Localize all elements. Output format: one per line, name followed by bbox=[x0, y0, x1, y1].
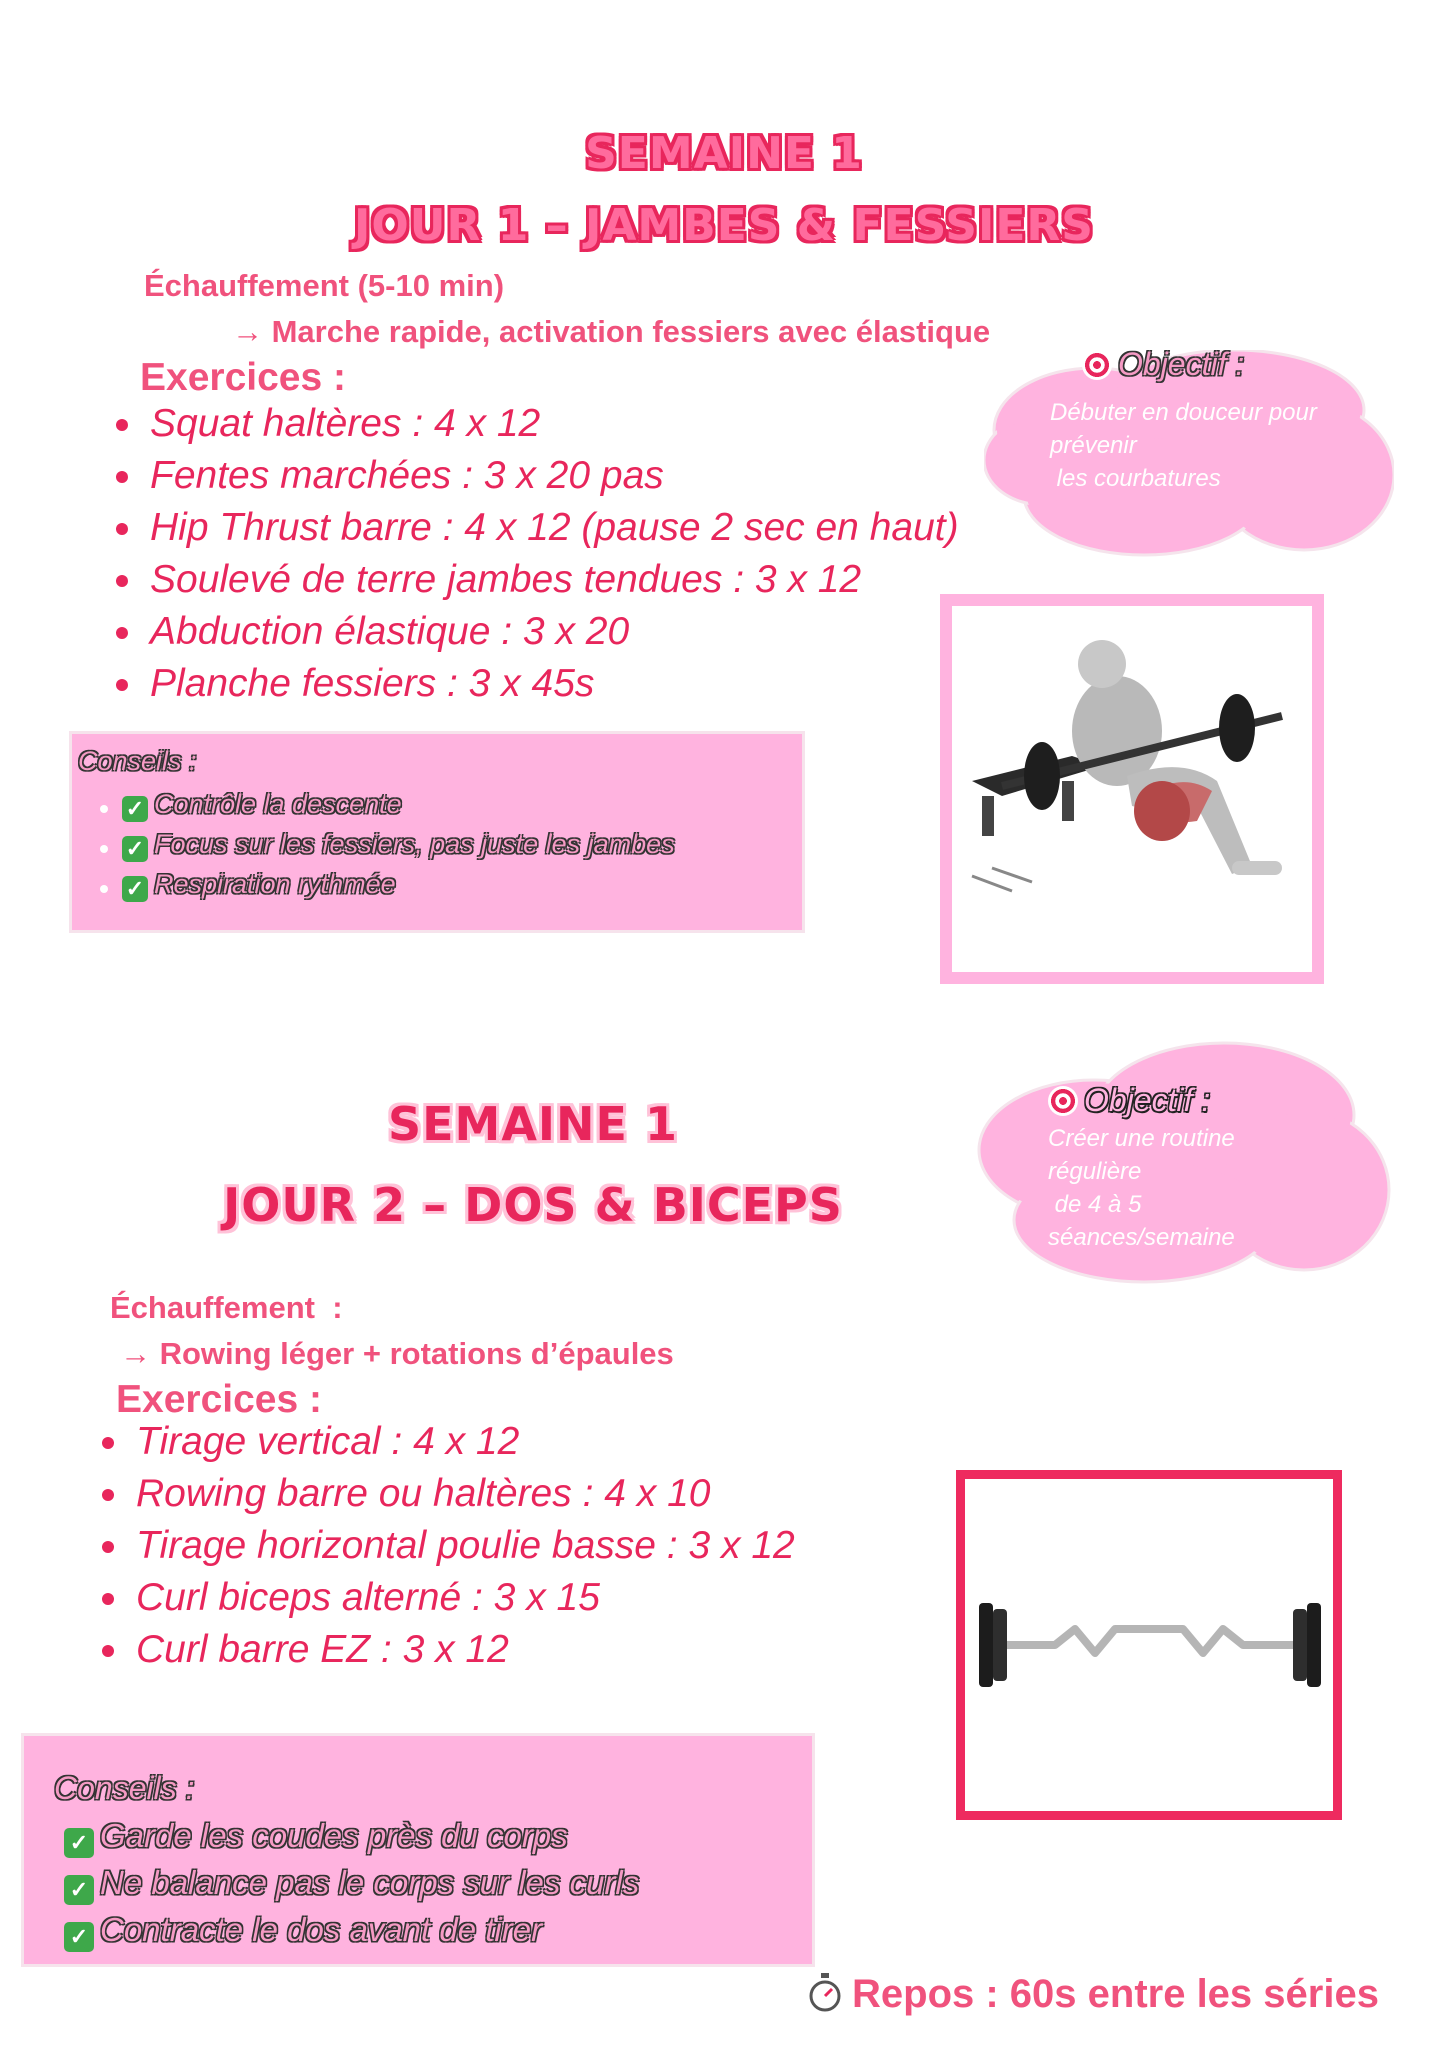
objective-cloud-day2 bbox=[974, 1040, 1394, 1290]
exercise-item: Curl barre EZ : 3 x 12 bbox=[102, 1624, 795, 1676]
exercise-item: Squat haltères : 4 x 12 bbox=[116, 398, 959, 450]
hip-thrust-illustration-icon bbox=[952, 606, 1312, 972]
tip-item: ✓ Contracte le dos avant de tirer bbox=[64, 1906, 639, 1953]
exercise-list-day2 bbox=[102, 1416, 795, 1676]
stopwatch-icon bbox=[808, 1973, 842, 2023]
exercises-label-day1: Exercices : bbox=[140, 356, 346, 399]
tips-box-day2 bbox=[24, 1736, 812, 1964]
objective-line: régulière bbox=[1048, 1158, 1142, 1185]
tip-item: ✓ Ne balance pas le corps sur les curls bbox=[64, 1859, 639, 1906]
exercise-list-day1 bbox=[116, 398, 959, 710]
exercises-label-day2: Exercices : bbox=[116, 1378, 322, 1421]
warmup-detail-day1: → Marche rapide, activation fessiers avec élastique bbox=[232, 314, 991, 349]
exercise-item: Abduction élastique : 3 x 20 bbox=[116, 606, 959, 658]
rest-text: Repos : 60s entre les séries bbox=[852, 1972, 1379, 2016]
exercise-item: Fentes marchées : 3 x 20 pas bbox=[116, 450, 959, 502]
hip-thrust-image-frame bbox=[940, 594, 1324, 984]
tip-item: ✓ Contrôle la descente bbox=[100, 784, 675, 824]
exercise-item: Rowing barre ou haltères : 4 x 10 bbox=[102, 1468, 795, 1520]
objective-line: de 4 à 5 bbox=[1048, 1191, 1142, 1218]
target-icon bbox=[1082, 350, 1112, 380]
checkmark-icon: ✓ bbox=[122, 796, 148, 822]
objective-line: les courbatures bbox=[1050, 465, 1221, 492]
week-title-day2: SEMAINE 1 bbox=[388, 1097, 678, 1151]
exercise-item: Curl biceps alterné : 3 x 15 bbox=[102, 1572, 795, 1624]
warmup-label-day1: Échauffement (5-10 min) bbox=[144, 268, 505, 303]
exercise-item: Tirage horizontal poulie basse : 3 x 12 bbox=[102, 1520, 795, 1572]
warmup-label-day2: Échauffement : bbox=[110, 1290, 343, 1325]
exercise-item: Tirage vertical : 4 x 12 bbox=[102, 1416, 795, 1468]
tips-label-day1: Conseils : bbox=[78, 746, 197, 776]
tip-item: ✓ Garde les coudes près du corps bbox=[64, 1812, 639, 1859]
checkmark-icon: ✓ bbox=[122, 836, 148, 862]
tip-item: ✓ Respiration rythmée bbox=[100, 864, 675, 904]
objective-line: prévenir bbox=[1050, 432, 1137, 459]
week-title-day1: SEMAINE 1 bbox=[585, 128, 863, 179]
target-icon bbox=[1048, 1086, 1078, 1116]
tips-label-day2: Conseils : bbox=[54, 1770, 195, 1806]
checkmark-icon: ✓ bbox=[122, 876, 148, 902]
checkmark-icon: ✓ bbox=[64, 1875, 94, 1905]
ez-bar-image-frame bbox=[956, 1470, 1342, 1820]
ez-curl-bar-illustration-icon bbox=[965, 1479, 1333, 1811]
objective-line: séances/semaine bbox=[1048, 1224, 1235, 1251]
tip-item: ✓ Focus sur les fessiers, pas juste les jambes bbox=[100, 824, 675, 864]
objective-label-day2: Objectif : bbox=[1084, 1082, 1211, 1118]
checkmark-icon: ✓ bbox=[64, 1828, 94, 1858]
tips-box-day1 bbox=[72, 734, 802, 930]
exercise-item: Hip Thrust barre : 4 x 12 (pause 2 sec en haut) bbox=[116, 502, 959, 554]
objective-line: Créer une routine bbox=[1048, 1125, 1235, 1152]
checkmark-icon: ✓ bbox=[64, 1922, 94, 1952]
exercise-item: Soulevé de terre jambes tendues : 3 x 12 bbox=[116, 554, 959, 606]
objective-line: Débuter en douceur pour bbox=[1050, 399, 1317, 426]
day-title-day2: JOUR 2 – DOS & BICEPS bbox=[223, 1178, 843, 1232]
exercise-item: Planche fessiers : 3 x 45s bbox=[116, 658, 959, 710]
rest-footer bbox=[808, 1972, 1379, 2023]
warmup-detail-day2: → Rowing léger + rotations d’épaules bbox=[120, 1336, 674, 1371]
tips-list-day2 bbox=[64, 1812, 639, 1953]
tips-list-day1 bbox=[100, 784, 675, 904]
objective-label-day1: Objectif : bbox=[1118, 346, 1245, 382]
objective-cloud-day1 bbox=[984, 346, 1394, 570]
day-title-day1: JOUR 1 – JAMBES & FESSIERS bbox=[354, 200, 1094, 251]
